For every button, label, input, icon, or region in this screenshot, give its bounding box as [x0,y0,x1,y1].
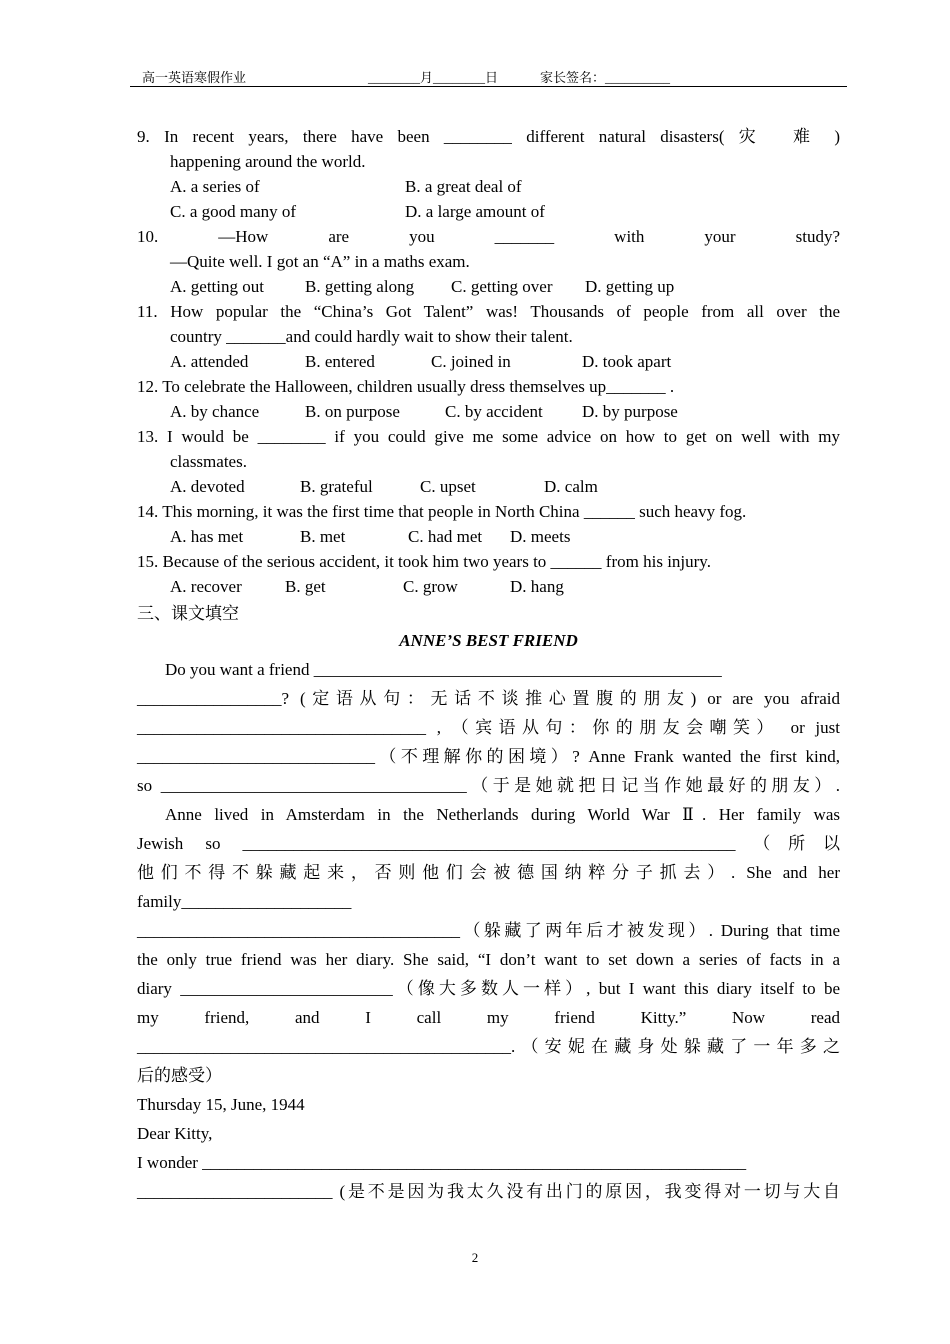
answer-option: D. by purpose [582,402,678,421]
question-stem: 10. —How are you _______ with your study? [137,227,840,246]
answer-option: A. recover [170,577,242,596]
passage [137,626,840,1206]
options-row [137,349,840,374]
answer-option: A. getting out [170,277,264,296]
answer-option: B. a great deal of [405,177,522,196]
answer-option: C. a good many of [170,202,297,221]
question-item [137,499,840,549]
header-title: 高一英语寒假作业 [142,70,247,85]
options-row [137,399,840,424]
multiple-choice-questions [137,124,840,599]
answer-option: D. took apart [582,352,672,371]
answer-option: B. entered [305,352,375,371]
passage-line: diary _________________________（像大多数人一样）, but I want this diary itself to be [137,979,840,998]
question-item [137,124,840,224]
question-stem-continued: classmates. [170,452,247,471]
options-row [137,574,840,599]
passage-line: Dear Kitty, [137,1124,213,1143]
answer-option: D. hang [510,577,564,596]
answer-option: D. a large amount of [405,202,545,221]
answer-option: A. has met [170,527,244,546]
passage-line: _______________________ (是不是因为我太久没有出门的原因，我变得对一切与大自 [137,1182,840,1201]
passage-line: 后的感受） [137,1066,222,1085]
answer-option: B. getting along [305,277,415,296]
section-title: 三、课文填空 [137,604,239,623]
answer-option: A. attended [170,352,249,371]
question-stem-continued: country _______and could hardly wait to show their talent. [170,327,573,346]
question-stem: 15. Because of the serious accident, it took him two years to ______ from his injury. [137,552,711,571]
answer-option: D. meets [510,527,571,546]
question-stem-continued: happening around the world. [170,152,366,171]
question-item [137,224,840,299]
page-header [130,62,847,87]
options-row [137,274,840,299]
page-number: 2 [471,1250,479,1265]
options-row [137,174,840,199]
answer-option: B. grateful [300,477,373,496]
answer-option: A. devoted [170,477,245,496]
answer-option: C. by accident [445,402,543,421]
question-stem: 12. To celebrate the Halloween, children usually dress themselves up_______ . [137,377,675,396]
passage-line: ____________________________（不理解你的困境）? Anne Frank wanted the first kind, [137,747,840,766]
answer-option: D. calm [544,477,598,496]
question-stem-continued: —Quite well. I got an “A” in a maths exam. [170,252,470,271]
question-item [137,374,840,424]
question-item [137,424,840,499]
passage-title: ANNE’S BEST FRIEND [399,631,578,650]
passage-line: __________________________________ , （宾语从句：你的朋友会嘲笑） or just [137,718,840,737]
answer-option: B. on purpose [305,402,400,421]
question-item [137,299,840,374]
passage-line: the only true friend was her diary. She said, “I don’t want to set down a series of facts in a [137,950,840,969]
answer-option: A. by chance [170,402,260,421]
options-row [137,199,840,224]
passage-body [137,655,840,1206]
passage-line: _________________? (定语从句：无话不谈推心置腹的朋友) or are you afraid [137,689,840,708]
passage-line: ______________________________________（躲藏了两年后才被发现）. During that time [137,921,840,940]
question-stem: 14. This morning, it was the first time that people in North China ______ such heavy fog. [137,502,747,521]
passage-line: my friend, and I call my friend Kitty.” Now read [137,1008,840,1027]
question-stem: 9. In recent years, there have been ________ different natural disasters( 灾 难 ) [137,127,840,146]
answer-option: A. a series of [170,177,260,196]
question-item [137,549,840,599]
header-date: ________月________日 [368,70,499,85]
question-stem: 11. How popular the “China’s Got Talent” was! Thousands of people from all over the [137,302,840,321]
passage-line: I wonder ________________________________________________________________ [137,1153,747,1172]
answer-option: B. get [285,577,326,596]
answer-option: C. joined in [431,352,511,371]
answer-option: C. getting over [451,277,553,296]
question-stem: 13. I would be ________ if you could give me some advice on how to get on well with my [137,427,840,446]
options-row [137,474,840,499]
passage-line: Jewish so __________________________________________________________（所以 [137,834,840,853]
passage-line: 他们不得不躲藏起来，否则他们会被德国纳粹分子抓去）. She and her [137,863,840,882]
passage-line: Anne lived in Amsterdam in the Netherlands during World War Ⅱ. Her family was [165,805,840,824]
passage-line: so ____________________________________（于是她就把日记当作她最好的朋友）. [137,776,840,795]
options-row [137,524,840,549]
answer-option: B. met [300,527,346,546]
answer-option: C. upset [420,477,476,496]
passage-line: family____________________ [137,892,352,911]
passage-line: Do you want a friend ________________________________________________ [165,660,722,679]
answer-option: C. grow [403,577,458,596]
worksheet-content [137,124,840,1206]
passage-line: ____________________________________________.（安妮在藏身处躲藏了一年多之 [137,1037,840,1056]
header-parent-signature: 家长签名：__________ [540,70,671,85]
answer-option: D. getting up [585,277,675,296]
passage-line: Thursday 15, June, 1944 [137,1095,305,1114]
answer-option: C. had met [408,527,483,546]
